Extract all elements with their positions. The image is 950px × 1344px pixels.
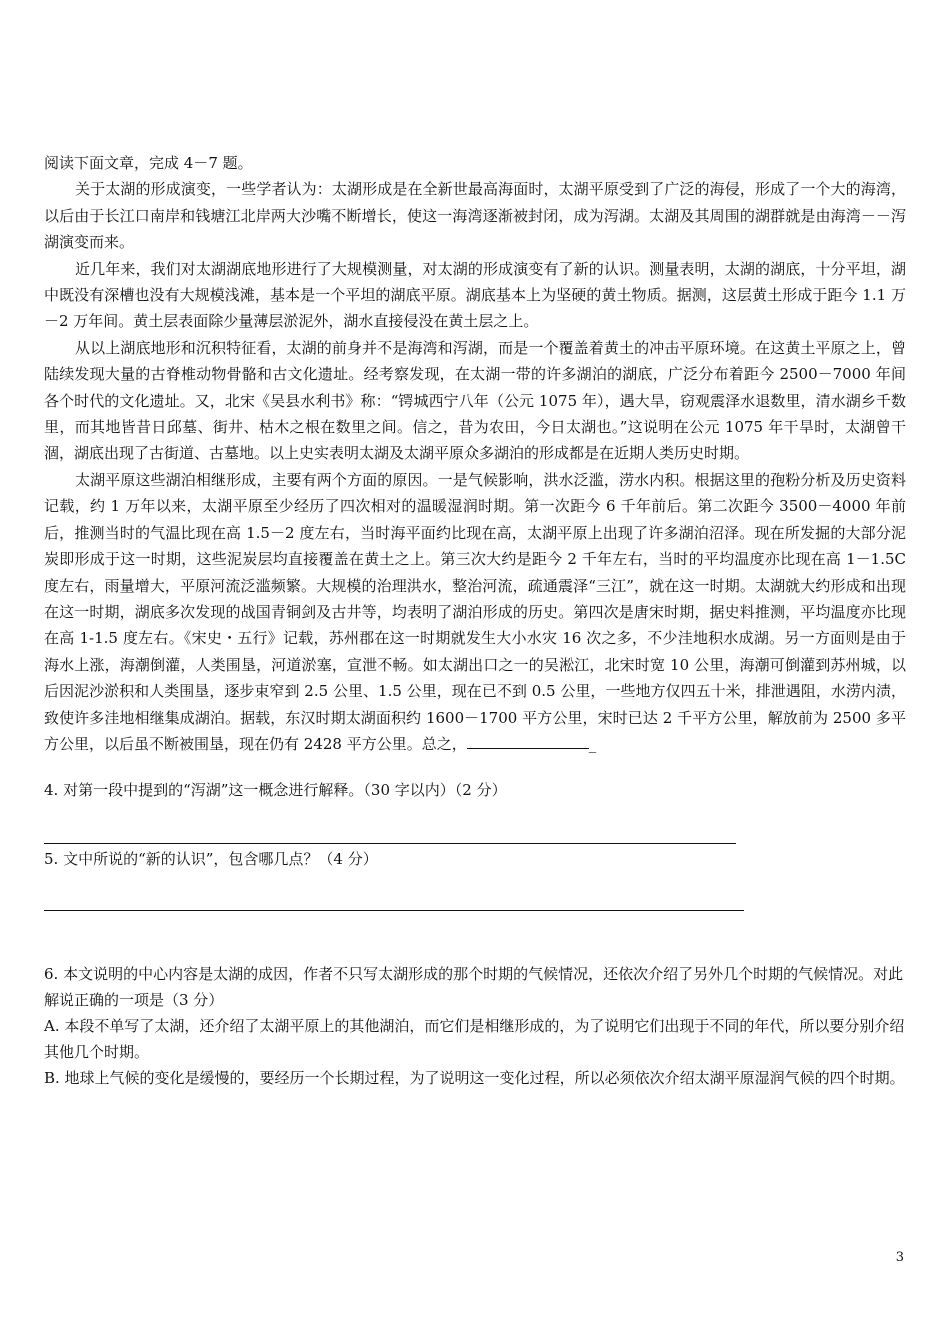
summary-blank-tail: _ — [588, 734, 597, 753]
question-6: 6. 本文说明的中心内容是太湖的成因，作者不只写太湖形成的那个时期的气候情况，还依次介绍了另外几个时期的气候情况。对此解说正确的一项是（3 分） — [44, 965, 904, 1010]
question-6-option-b[interactable]: B. 地球上气候的变化是缓慢的，要经历一个长期过程，为了说明这一变化过程，所以必须依次介绍太湖平原湿润气候的四个时期。 — [44, 1069, 905, 1088]
page-number: 3 — [895, 1250, 904, 1265]
article-paragraph-1: 关于太湖的形成演变，一些学者认为：太湖形成是在全新世最高海面时，太湖平原受到了广泛的海侵，形成了一个大的海湾，以后由于长江口南岸和钱塘江北岸两大沙嘴不断增长，使这一海湾逐渐被封闭，成为泻湖。太湖及其周围的湖群就是由海湾－－泻湖演变而来。 — [44, 180, 906, 252]
answer-line-5[interactable] — [44, 910, 744, 911]
article-paragraph-3: 从以上湖底地形和沉积特征看，太湖的前身并不是海湾和泻湖，而是一个覆盖着黄土的冲击平原环境。在这黄土平原之上，曾陆续发现大量的古脊椎动物骨骼和古文化遗址。经考察发现，在太湖一带的许多湖泊的湖底，广泛分布着距今 2500－7000 年间各个时代的文化遗址。又，北宋《吴县水利书》称：“锷城西宁八年（公元 1075 年），遇大旱，窃观震泽水退数里，清水湖乡千数里，而其地皆昔日邱墓、街井、枯木之根在数里之间。信之，昔为农田，今日太湖也。”这说明在公元 1075 年干旱时，太湖曾干涸，湖底出现了古街道、古墓地。以上史实表明太湖及太湖平原众多湖泊的形成都是在近期人类历史时期。 — [44, 338, 906, 463]
article-paragraph-4-text: 太湖平原这些湖泊相继形成，主要有两个方面的原因。一是气候影响，洪水泛滥，涝水内积。根据这里的孢粉分析及历史资料记载，约 1 万年以来，太湖平原至少经历了四次相对的温暖湿润时期。第一次距今 6 千年前后。第二次距今 3500－4000 年前后，推测当时的气温比现在高 1.5－2 度左右，当时海平面约比现在高，太湖平原上出现了许多湖泊沼泽。现在所发掘的大部分泥炭即形成于这一时期，这些泥炭层均直接覆盖在黄土之上。第三次大约是距今 2 千年左右，当时的平均温度亦比现在高 1－1.5C 度左右，雨量增大，平原河流泛滥频繁。大规模的治理洪水，整治河流，疏通震泽“三江”，就在这一时期。太湖就大约形成和出现在这一时期，湖底多次发现的战国青铜剑及古井等，均表明了湖泊形成的历史。第四次是唐宋时期，据史料推测，平均温度亦比现在高 1-1.5 度左右。《宋史・五行》记载，苏州郡在这一时期就发生大小水灾 16 次之多，不少洼地积水成湖。另一方面则是由于海水上涨，海潮倒灌，人类围垦，河道淤塞，宣泄不畅。如太湖出口之一的吴淞江，北宋时宽 10 公里，海潮可倒灌到苏州城，以后因泥沙淤积和人类围垦，逐步束窄到 2.5 公里、1.5 公里，现在已不到 0.5 公里，一些地方仅四五十米，排泄遇阻，水涝内渍，致使许多洼地相继集成湖泊。据载，东汉时期太湖面积约 1600－1700 平方公里，宋时已达 2 千平方公里，解放前为 2500 多平方公里，以后虽不断被围垦，现在仍有 2428 平方公里。总之， — [44, 470, 906, 753]
answer-line-4[interactable] — [44, 843, 736, 844]
exam-page — [44, 150, 906, 1091]
summary-blank[interactable] — [467, 734, 589, 749]
article-paragraph-4 — [44, 467, 906, 757]
question-4: 4. 对第一段中提到的“泻湖”这一概念进行解释。（30 字以内）（2 分） — [44, 781, 507, 800]
question-6-option-a[interactable]: A. 本段不单写了太湖，还介绍了太湖平原上的其他湖泊，而它们是相继形成的，为了说明它们出现于不同的年代，所以要分别介绍其他几个时期。 — [44, 1017, 905, 1062]
reading-instruction: 阅读下面文章，完成 4－7 题。 — [44, 154, 253, 172]
question-5: 5. 文中所说的“新的认识”，包含哪几点？（4 分） — [44, 850, 378, 869]
article-paragraph-2: 近几年来，我们对太湖湖底地形进行了大规模测量，对太湖的形成演变有了新的认识。测量表明，太湖的湖底，十分平坦，湖中既没有深槽也没有大规模浅滩，基本是一个平坦的湖底平原。湖底基本上为坚硬的黄土物质。据测，这层黄土形成于距今 1.1 万－2 万年间。黄土层表面除少量薄层淤泥外，湖水直接侵没在黄土层之上。 — [44, 259, 906, 331]
